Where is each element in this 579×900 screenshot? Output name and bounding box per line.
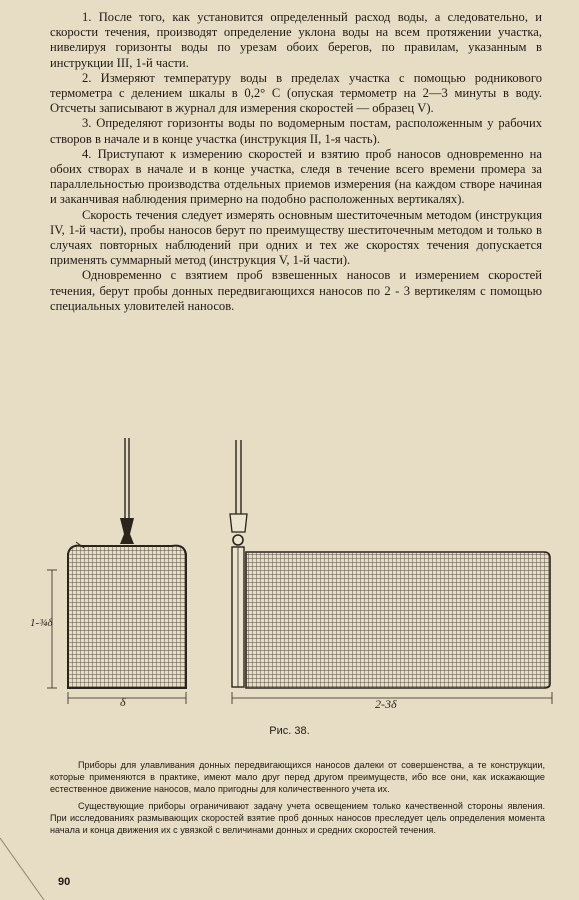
figure-38 xyxy=(30,430,560,730)
right-width-label: 2-3δ xyxy=(375,697,397,711)
body-text xyxy=(50,10,542,314)
sediment-trap-drawing xyxy=(30,430,560,730)
paragraph-2: 2. Измеряют температуру воды в пределах участка с помощью родникового термометра с делением шкалы в 0,2° С (опуская термометр на 2—3 минуты в воду. Отсчеты записывают в журнал для измерения скоростей — образец V). xyxy=(50,70,542,116)
paragraph-5: Скорость течения следует измерять основным шеститочечным методом (инструкция IV, 1-й части), пробы наносов берут по преимуществу шеститочечным методом и только в случаях повторных наблюдений при одних и тех же скоростях течения допускается применять суммарный метод (инструкция V, 1-й части). xyxy=(50,207,542,268)
paragraph-1: 1. После того, как установится определенный расход воды, а следовательно, и скорости течения, производят определение уклона воды на всем протяжении участка, нивелируя горизонты воды по урезам обоих берегов, по правилам, указанным в инструкции III, 1-й части. xyxy=(50,10,542,70)
left-width-label: δ xyxy=(120,695,126,709)
paragraph-4: 4. Приступают к измерению скоростей и взятию проб наносов одновременно на обоих створах в начале и в конце участка, следя в течение всего времени промера за параллельностью производства отдельных приемов измерения (на каждом створе начиная и заканчивая наблюдения примерно на подобно расположенных вертикалях). xyxy=(50,146,542,207)
left-height-label: 1-¾δ xyxy=(30,617,53,629)
small-print-notes xyxy=(50,760,545,843)
paragraph-3: 3. Определяют горизонты воды по водомерным постам, расположенным у рабочих створов в начале и в конце участка (инструкция II, 1-я часть). xyxy=(50,116,542,146)
page-number: 90 xyxy=(58,876,71,888)
right-device xyxy=(230,440,550,688)
page-corner-fold xyxy=(0,830,50,900)
paragraph-6: Одновременно с взятием проб взвешенных наносов и измерением скоростей течения, берут пробы донных передвигающихся наносов по 2 - 3 вертикелям с помощью специальных уловителей наносов. xyxy=(50,268,542,313)
note-2: Существующие приборы ограничивают задачу учета освещением только качественной стороны явления. При исследованиях размывающих скоростей взятие проб донных наносов преследует цель определения момента начала и конца движения их с увязкой с величинами донных и средних скоростей течения. xyxy=(50,801,545,835)
left-device xyxy=(68,438,186,688)
figure-caption: Рис. 38. xyxy=(269,725,310,737)
note-1: Приборы для улавливания донных передвигающихся наносов далеки от совершенства, а те конструкции, которые применяются в практике, имеют мало друг перед другом преимуществ, ибо все они, как искажающие естественное движение наносов, мало пригодны для количественного учета их. xyxy=(50,760,545,794)
